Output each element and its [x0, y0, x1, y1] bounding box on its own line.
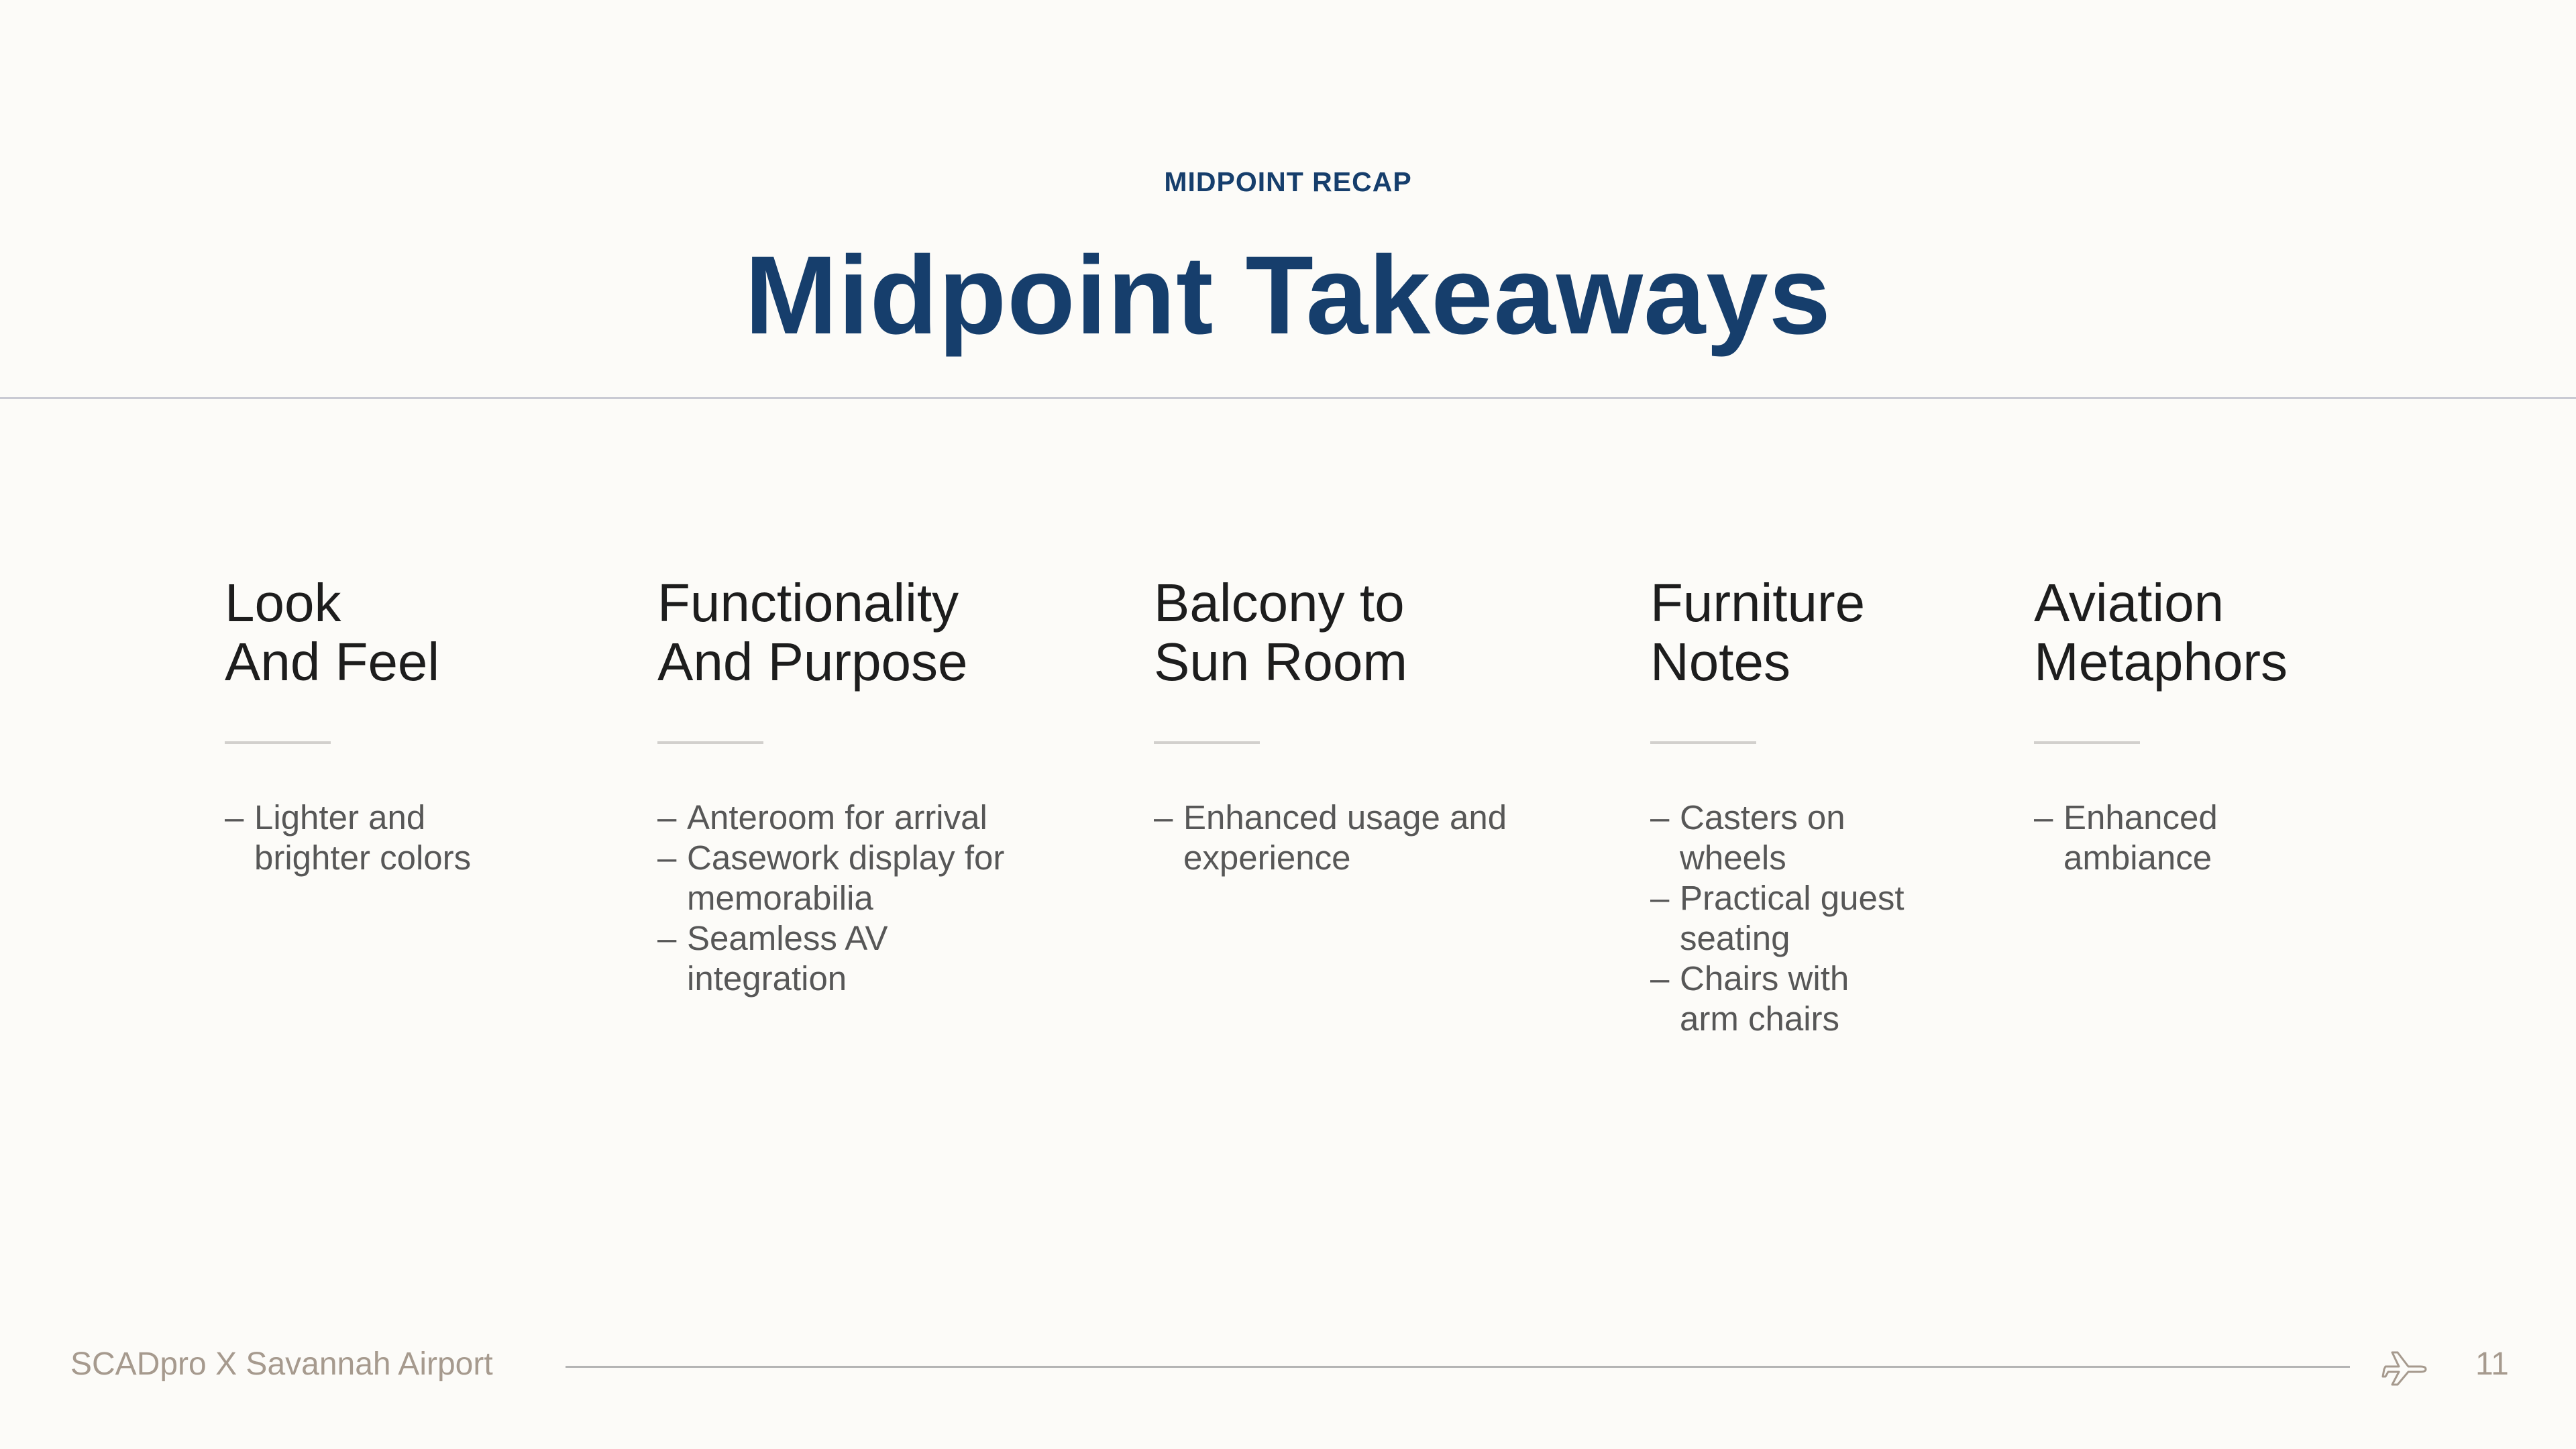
column-heading: Aviation Metaphors	[2034, 573, 2288, 692]
bullet-item: – Enhanced usage and experience	[1154, 798, 1507, 877]
footer-brand: SCADpro X Savannah Airport	[70, 1346, 493, 1382]
bullet-dash: –	[2034, 798, 2053, 837]
bullet-item: – Casework display for memorabilia	[657, 839, 1005, 917]
bullet-item: – Seamless AV integration	[657, 919, 888, 998]
bullet-item: – Casters on wheels	[1650, 798, 1845, 877]
bullet-dash: –	[225, 798, 244, 837]
column-heading: Furniture Notes	[1650, 573, 1866, 692]
bullet-dash: –	[1154, 798, 1173, 837]
page-number: 11	[2475, 1346, 2509, 1382]
column-heading: Functionality And Purpose	[657, 573, 968, 692]
column-divider	[657, 741, 763, 744]
bullet-item: – Practical guest seating	[1650, 879, 1904, 957]
bullet-list	[225, 798, 471, 878]
column-divider	[2034, 741, 2140, 744]
bullet-item: – Chairs with arm chairs	[1650, 959, 1849, 1038]
footer-divider	[566, 1366, 2350, 1368]
takeaway-column-functionality	[657, 574, 1004, 999]
bullet-dash: –	[1650, 798, 1670, 837]
bullet-list	[1154, 798, 1507, 878]
bullet-item: – Lighter and brighter colors	[225, 798, 472, 877]
takeaway-column-look-and-feel	[225, 574, 471, 878]
column-heading: Balcony to Sun Room	[1154, 573, 1407, 692]
airplane-icon	[2381, 1346, 2428, 1387]
bullet-dash: –	[1650, 879, 1670, 917]
bullet-dash: –	[657, 919, 677, 957]
bullet-item: – Enhanced ambiance	[2034, 798, 2218, 877]
page-title: Midpoint Takeaways	[745, 233, 1831, 358]
takeaway-column-aviation	[2034, 574, 2288, 878]
eyebrow-label: MIDPOINT RECAP	[1164, 166, 1412, 197]
bullet-item: – Anteroom for arrival	[657, 798, 987, 837]
header-divider	[0, 397, 2576, 399]
bullet-dash: –	[657, 839, 677, 877]
takeaway-column-furniture	[1650, 574, 1904, 1039]
bullet-list	[657, 798, 1004, 999]
column-divider	[225, 741, 331, 744]
bullet-list	[2034, 798, 2288, 878]
takeaway-column-balcony	[1154, 574, 1507, 878]
bullet-dash: –	[1650, 959, 1670, 998]
column-heading: Look And Feel	[225, 573, 440, 692]
bullet-dash: –	[657, 798, 677, 837]
bullet-list	[1650, 798, 1904, 1039]
column-divider	[1154, 741, 1260, 744]
column-divider	[1650, 741, 1756, 744]
